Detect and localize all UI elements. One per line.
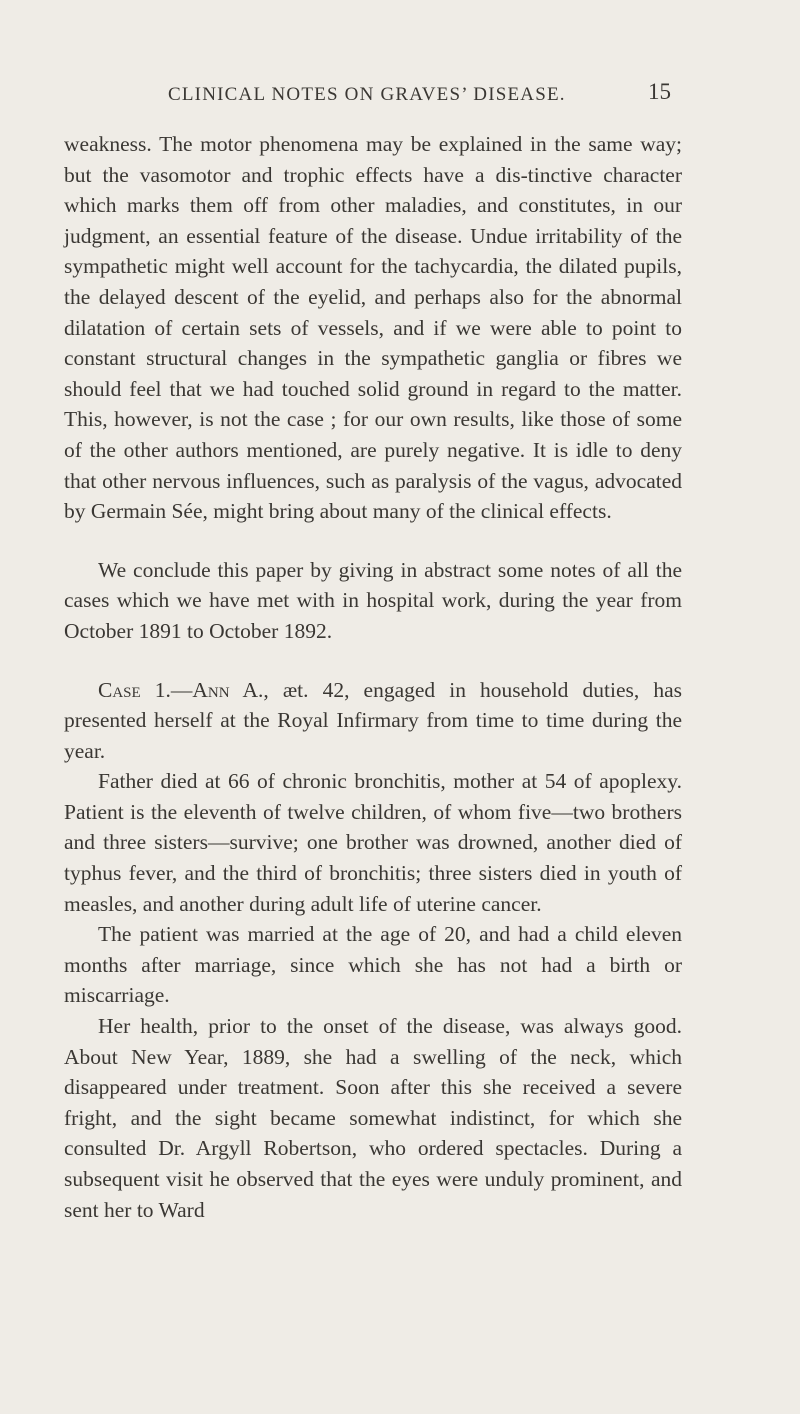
- body-text: [64, 129, 682, 1225]
- paragraph-2: We conclude this paper by giving in abstract some notes of all the cases which we have met with in hospital work, during the year from October 1891 to October 1892.: [64, 557, 682, 643]
- patient-name: Ann A.: [192, 677, 264, 702]
- page-number: 15: [648, 79, 671, 104]
- paragraph-gap: [64, 647, 682, 675]
- case-1-text: , æt. 42, engaged in household duties, has presented herself at the Royal Infirmary from time to time during the year.: [64, 677, 682, 763]
- case-label: Case 1.: [98, 677, 171, 702]
- paragraph-marriage: The patient was married at the age of 20, and had a child eleven months after marriage, since which she has not had a birth or miscarriage.: [64, 922, 682, 1008]
- paragraph-1: weakness. The motor phenomena may be explained in the same way; but the vasomotor and trophic effects have a dis-tinctive character which marks them off from other maladies, and constitutes, in our judgment, an essential feature of the disease. Undue irritability of the sympathetic might well account for the tachycardia, the dilated pupils, the delayed descent of the eyelid, and perhaps also for the abnormal dilatation of certain sets of vessels, and if we were able to point to constant structural changes in the sympathetic ganglia or fibres we should feel that we had touched solid ground in regard to the matter. This, however, is not the case ; for our own results, like those of some of the other authors mentioned, are purely negative. It is idle to deny that other nervous influences, such as paralysis of the vagus, advocated by Germain Sée, might bring about many of the clinical effects.: [64, 132, 682, 524]
- paragraph-health-history: Her health, prior to the onset of the disease, was always good. About New Year, 1889, she had a swelling of the neck, which disappeared under treatment. Soon after this she received a severe fright, and the sight became somewhat indistinct, for which she consulted Dr. Argyll Robertson, who ordered spectacles. During a subsequent visit he observed that the eyes were unduly prominent, and sent her to Ward: [64, 1014, 682, 1222]
- case-1-paragraph: [64, 675, 682, 767]
- paragraph-gap: [64, 527, 682, 555]
- running-title: CLINICAL NOTES ON GRAVES’ DISEASE.: [168, 84, 566, 105]
- paragraph-family-history: Father died at 66 of chronic bronchitis, mother at 54 of apoplexy. Patient is the eleventh of twelve children, of whom five—two brothers and three sisters—survive; one brother was drowned, another died of typhus fever, and the third of bronchitis; three sisters died in youth of measles, and another during adult life of uterine cancer.: [64, 769, 682, 916]
- case-dash: —: [170, 677, 193, 702]
